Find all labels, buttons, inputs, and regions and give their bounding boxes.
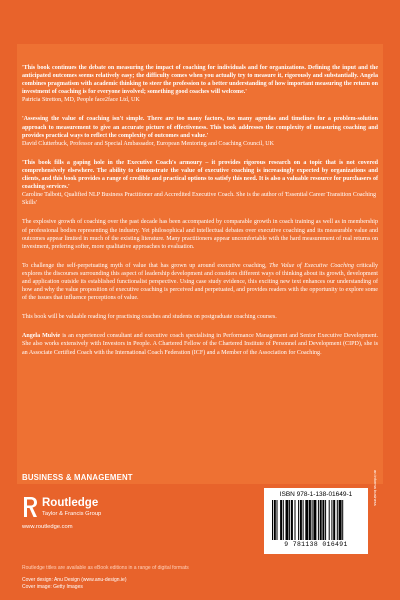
- publisher-website[interactable]: www.routledge.com: [22, 524, 73, 530]
- informa-tagline: an informa business: [373, 470, 378, 506]
- paragraph-2-rest: critically explores the discourses surrounding this aspect of leadership development and considers different ways of thinking about its growth, development and application outside its established functionalist perspective. Using case study evidence, this exciting new text enhances our understanding of how and why the value proposition of executive coaching is perceived and perpetuated, and provides readers with the opportunity to explore some of the issues that influence perceptions of value.: [22, 262, 378, 302]
- quote-3-text: 'This book fills a gaping hole in the Executive Coach's armoury – it provides rigorous research on a topic that is not covered comprehensively elsewhere. The ability to demonstrate the value of executive coaching is increasingly expected by organizations and clients, and this book provides a range of credible and practical options to satisfy this need. It is also a valuable resource for purchasers of coaching services.': [22, 159, 378, 191]
- cover-content: [22, 64, 378, 368]
- cover-credits: [22, 577, 127, 590]
- barcode-bars: [272, 500, 360, 540]
- quote-3-attribution: Caroline Talbott, Qualified NLP Business Practitioner and Accredited Executive Coach. She is the author of 'Essential Career Transition Coaching Skills': [22, 192, 376, 207]
- book-title-inline: The Value of Executive Coaching: [269, 262, 354, 269]
- routledge-r-icon: [22, 496, 38, 518]
- quote-1-text: 'This book continues the debate on measuring the impact of coaching for individuals and for organizations. Defining the input and the anticipated outcomes seems relatively easy; the difficulty comes when you actually try to measure it, rigorously and substantially. Angela combines pragmatism with academic thinking to steer the profession to a better understanding of how important measuring the return on investment of coaching is for everyone involved; something good coaches will welcome.': [22, 65, 378, 96]
- quote-2-text: 'Assessing the value of coaching isn't simple. There are too many factors, too many agendas and timelines for a problem-solution approach to measurement to give an accurate picture of effectiveness. This book addresses the complexity of measuring coaching and provides practical ways to reflect the complexity of outcomes and value.': [22, 116, 378, 139]
- subject-category: BUSINESS & MANAGEMENT: [22, 473, 133, 482]
- description-paragraph-1: The explosive growth of coaching over the past decade has been accompanied by comparable growth in coach training as well as in membership of professional bodies representing the industry. Yet philosophical and intellectual debates over executive coaching and its measurable value and outcomes appear limited in much of the existing literature. Many practitioners appear uncomfortable with the hard measurement of real returns on investment, prefering softer, more qualitative approaches to evaluation.: [22, 219, 378, 250]
- author-bio: [22, 332, 378, 356]
- publisher-name: Routledge: [42, 497, 99, 509]
- description-paragraph-3: This book will be valuable reading for practising coaches and students on postgraduate coaching courses.: [22, 314, 277, 321]
- cover-image-credit: Cover image: Getty Images: [22, 583, 83, 590]
- description-paragraph-2: [22, 262, 378, 302]
- author-bio-text: is an experienced consultant and executive coach specialising in Performance Management and Senior Executive Development. She also works extensively with Investors in People. A Chartered Fellow of the Chartered Institute of Personnel and Development (CIPD), she is an Associate Certified Coach with the International Coach Federation (ICF) and a Member of the Association for Coaching.: [22, 333, 378, 356]
- quote-1-attribution: Patricia Stretton, MD, People face2face Ltd, UK: [22, 97, 140, 104]
- ebook-note: Routledge titles are available as eBook editions in a range of digital formats: [22, 565, 189, 571]
- isbn-label: ISBN 978-1-138-01649-1: [279, 491, 353, 498]
- author-name: Angela Mulvie: [22, 333, 61, 340]
- publisher-group: Taylor & Francis Group: [42, 511, 102, 517]
- paragraph-2-lead: To challenge the self-perpetuating myth of value that has grown up around executive coaching,: [22, 262, 270, 269]
- barcode-digits: 9 781138 016491: [284, 541, 348, 548]
- cover-design-credit: Cover design: Anu Design (www.anu-design.ie): [22, 577, 127, 583]
- barcode-block: [264, 488, 368, 554]
- quote-2-attribution: David Clutterbuck, Professor and Special Ambassador, European Mentoring and Coaching Council, UK: [22, 140, 274, 147]
